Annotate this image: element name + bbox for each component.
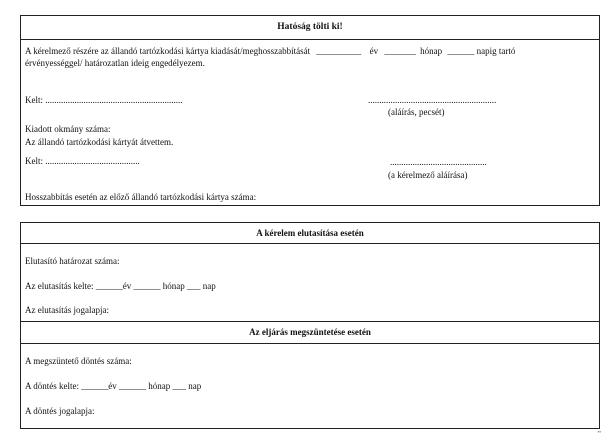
received-statement: Az állandó tartózkodási kártyát átvettem. (25, 137, 174, 147)
permit-statement-suffix: napig tartó (476, 46, 516, 56)
authority-title: Hatóság tölti ki! (277, 22, 343, 32)
signature-label-2: (a kérelmező aláírása) (388, 170, 468, 180)
month-field[interactable]: _______ (384, 46, 416, 56)
permit-statement-line2: érvényességgel/ határozatlan ideig engedélyezem. (25, 58, 205, 68)
signature-line-1[interactable]: ......................................................... (368, 95, 497, 105)
decision-section (20, 222, 600, 429)
signature-label-1: (aláírás, pecsét) (388, 107, 445, 117)
rejection-date: Az elutasítás kelte: ______év ______ hónap ___ nap (25, 281, 216, 291)
divider (20, 39, 600, 40)
termination-legal-basis: A döntés jogalapja: (25, 406, 95, 416)
day-field[interactable]: ______ (447, 46, 475, 56)
rejection-title: A kérelem elutasítása esetén (256, 228, 364, 238)
signature-line-2[interactable]: ........................................... (390, 157, 487, 167)
page-mark: " (598, 430, 601, 438)
divider (20, 321, 600, 322)
rejection-legal-basis: Az elutasítás jogalapja: (25, 305, 109, 315)
year-label: év (369, 46, 379, 56)
termination-date: A döntés kelte: ______év ______ hónap ___ nap (25, 381, 202, 391)
divider (20, 243, 600, 244)
date-field-1[interactable]: Kelt: ............................................................. (25, 95, 183, 105)
termination-decision-number: A megszüntető döntés száma: (25, 356, 132, 366)
date-field-2[interactable]: Kelt: .......................................... (25, 156, 140, 166)
month-label: hónap (420, 46, 443, 56)
permit-statement-prefix: A kérelmező részére az állandó tartózkodási kártya kiadását/meghosszabbítását (25, 46, 311, 56)
rejection-decision-number: Elutasító határozat száma: (25, 256, 120, 266)
previous-card-number: Hosszabbítás esetén az előző állandó tartózkodási kártya száma: (25, 192, 257, 202)
authority-section (20, 15, 600, 206)
issued-document-number: Kiadott okmány száma: (25, 124, 111, 134)
permit-statement-line1 (25, 46, 515, 56)
year-field[interactable]: __________ (316, 46, 362, 56)
termination-title: Az eljárás megszüntetése esetén (249, 327, 371, 337)
divider (20, 343, 600, 344)
